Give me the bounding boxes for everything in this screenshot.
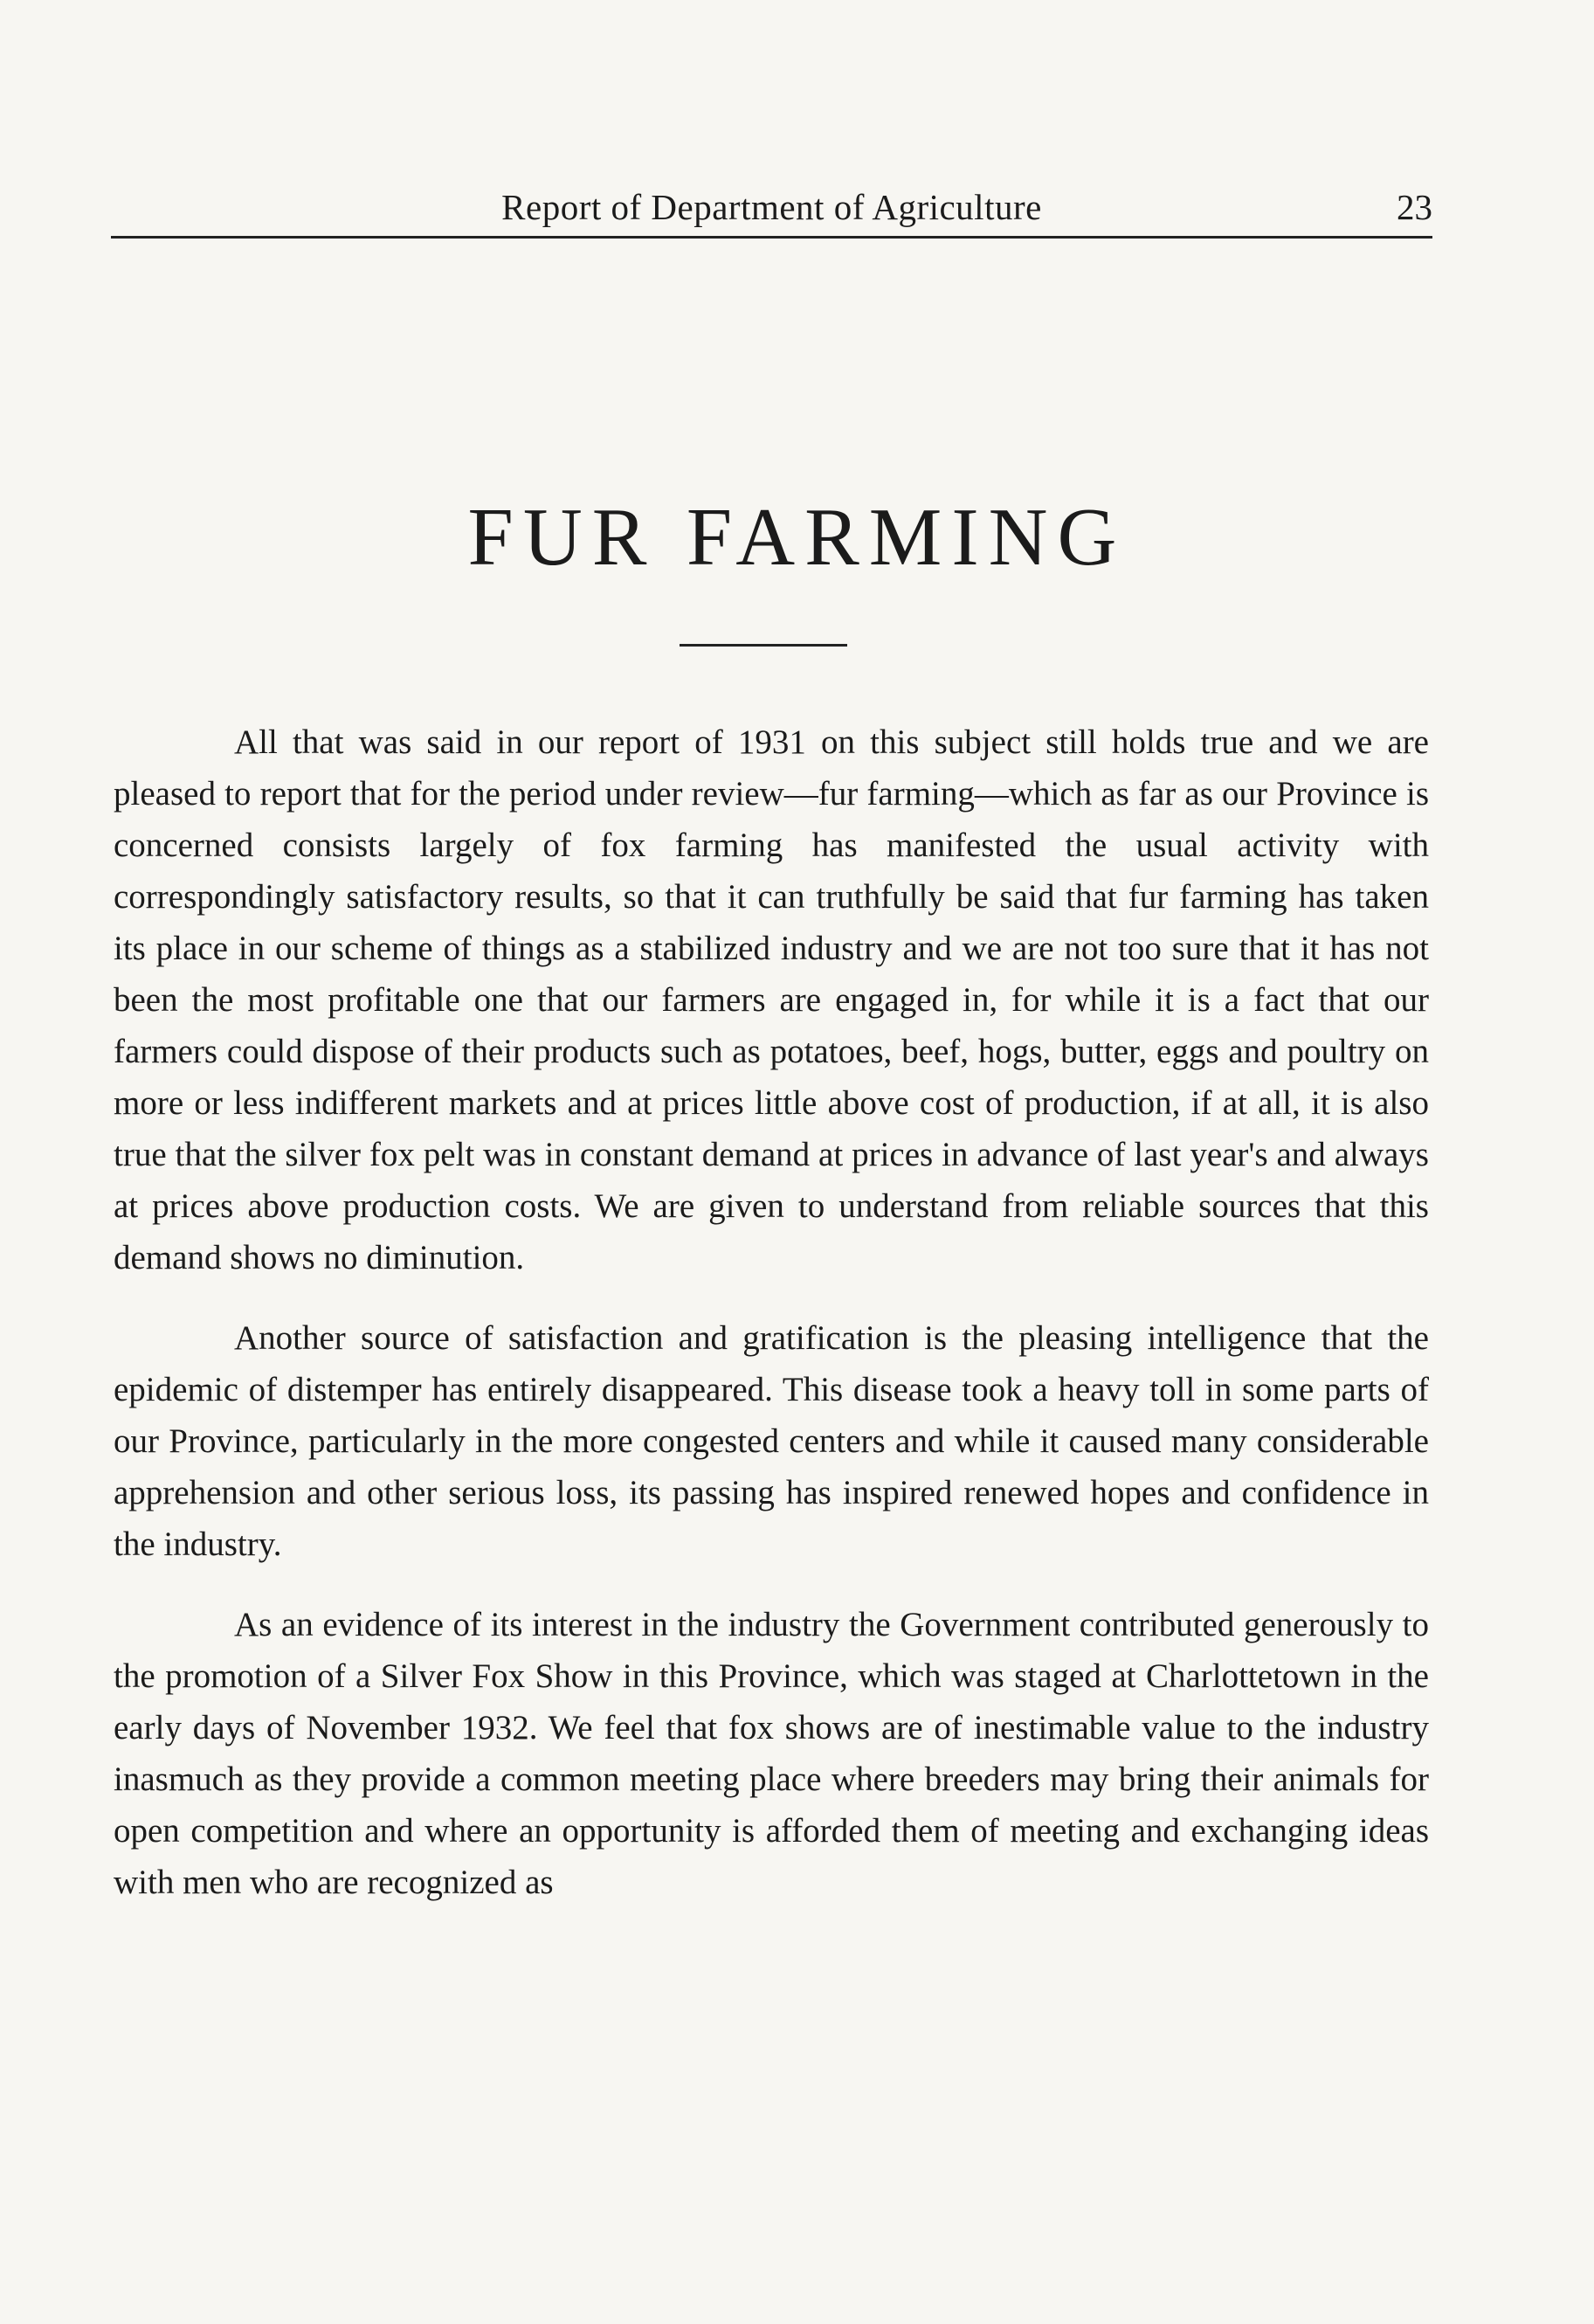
running-header-title: Report of Department of Agriculture bbox=[501, 187, 1042, 227]
header-rule bbox=[111, 236, 1432, 239]
paragraph-2: Another source of satisfaction and gratification is the pleasing intelligence that the epidemic of distemper has entirely disappeared. This disease took a heavy toll in some parts of our Province, particularly in the more congested centers and while it caused many considerable apprehension and other serious loss, its passing has inspired renewed hopes and confidence in the industry. bbox=[114, 1319, 1429, 1563]
running-header bbox=[111, 182, 1432, 232]
article-body bbox=[114, 716, 1429, 1937]
paragraph-3: As an evidence of its interest in the industry the Government contributed generously to the promotion of a Silver Fox Show in this Province, which was staged at Charlottetown in the early days of November 1932. We feel that fox shows are of inestimable value to the industry inasmuch as they provide a common meeting place where breeders may bring their animals for open competition and where an opportunity is afforded them of meeting and exchanging ideas with men who are recognized as bbox=[114, 1606, 1429, 1901]
page-number: 23 bbox=[1397, 187, 1432, 227]
paragraph-1: All that was said in our report of 1931 on this subject still holds true and we are pleased to report that for the period under review—fur farming—which as far as our Province is concerned consists largely of fox farming has manifested the usual activity with correspondingly satisfactory results, so that it can truthfully be said that fur farming has taken its place in our scheme of things as a stabilized industry and we are not too sure that it has not been the most profitable one that our farmers are engaged in, for while it is a fact that our farmers could dispose of their products such as potatoes, beef, hogs, butter, eggs and poultry on more or less indifferent markets and at prices little above cost of production, if at all, it is also true that the silver fox pelt was in constant demand at prices in advance of last year's and always at prices above production costs. We are given to understand from reliable sources that this demand shows no diminution. bbox=[114, 723, 1429, 1276]
title-rule bbox=[680, 644, 847, 647]
article-title: FUR FARMING bbox=[467, 492, 1127, 583]
